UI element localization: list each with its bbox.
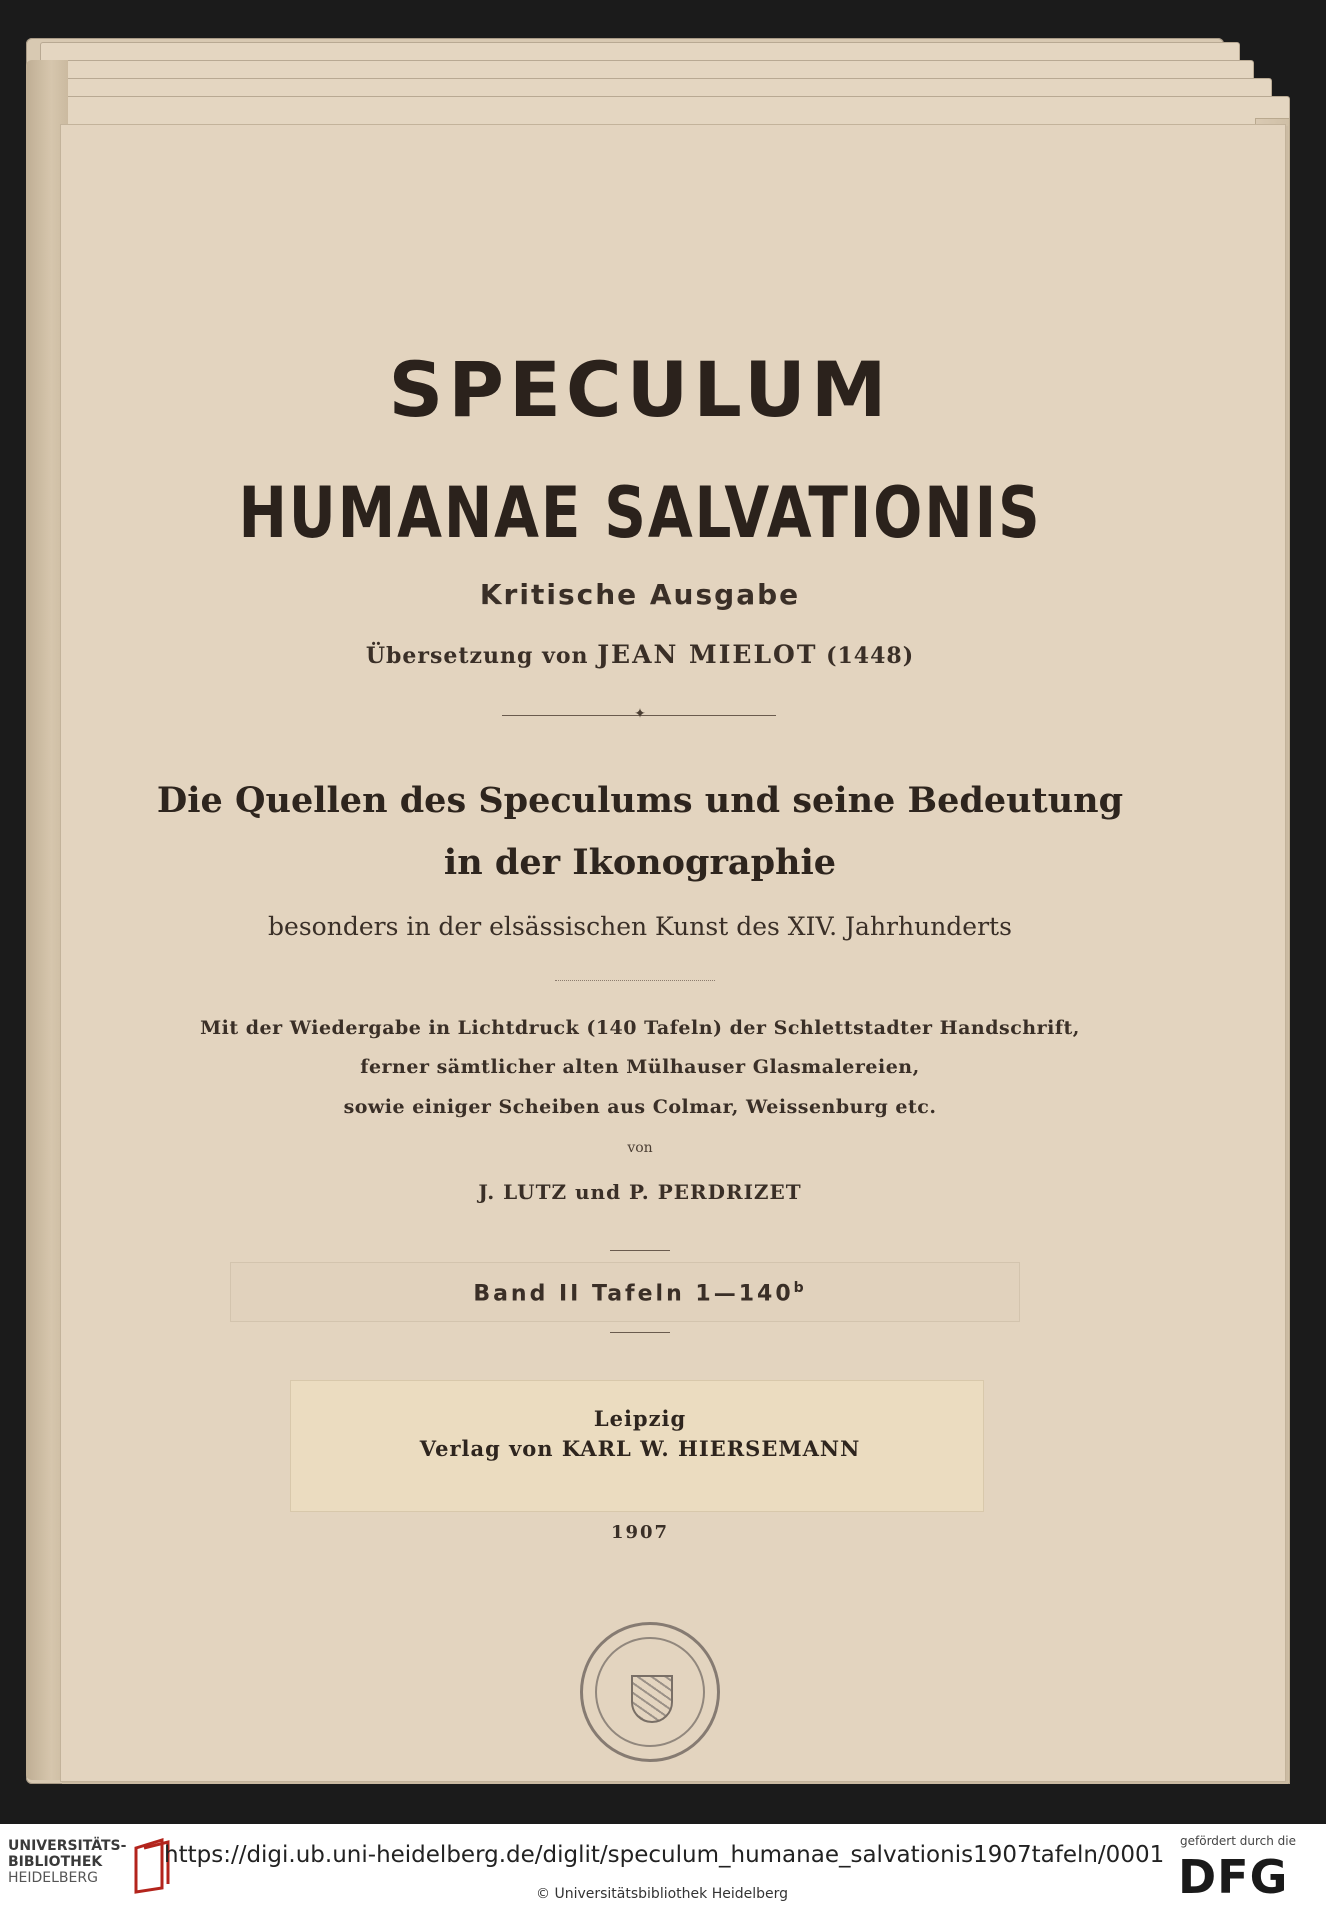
copyright: © Universitätsbibliothek Heidelberg (536, 1886, 789, 1902)
translation-year: (1448) (826, 643, 915, 669)
repro-line-2: ferner sämtlicher alten Mülhauser Glasmalereien, (360, 1056, 920, 1078)
translator-name: JEAN MIELOT (597, 640, 818, 669)
page-edge (54, 96, 1290, 126)
band-line (60, 1280, 1220, 1306)
repro-line-3: sowie einiger Scheiben aus Colmar, Weissenburg etc. (343, 1096, 937, 1118)
footer-bar (0, 1824, 1326, 1916)
subtitle: Kritische Ausgabe (479, 578, 801, 611)
funding-label: gefördert durch die (1180, 1834, 1296, 1848)
shield-icon (631, 1675, 673, 1723)
library-name-line-3: HEIDELBERG (8, 1870, 98, 1886)
publisher: Verlag von KARL W. HIERSEMANN (419, 1436, 861, 1461)
band-text: Band II Tafeln 1—140 (473, 1281, 794, 1307)
publication-city: Leipzig (593, 1406, 687, 1431)
library-name-line-1: UNIVERSITÄTS- (8, 1838, 127, 1854)
sources-line-3: besonders in der elsässischen Kunst des XIV. Jahrhunderts (268, 912, 1012, 941)
dfg-logo: DFG (1178, 1850, 1289, 1904)
library-name (8, 1838, 136, 1886)
library-stamp-icon (580, 1622, 720, 1762)
library-name-line-2: BIBLIOTHEK (8, 1854, 103, 1870)
title-line-2: HUMANAE SALVATIONIS (238, 472, 1042, 554)
translation-line (60, 640, 1220, 669)
dotted-rule (555, 980, 715, 981)
short-rule (610, 1332, 670, 1333)
permalink[interactable]: https://digi.ub.uni-heidelberg.de/diglit/speculum_humanae_salvationis1907tafeln/0001 (164, 1842, 1165, 1868)
authors: J. LUTZ und P. PERDRIZET (478, 1180, 802, 1204)
sources-line-2: in der Ikonographie (443, 842, 837, 883)
title-line-1: SPECULUM (388, 345, 892, 434)
translation-prefix: Übersetzung von (365, 643, 589, 669)
stamp-inner-ring (595, 1637, 705, 1747)
by-word: von (627, 1140, 653, 1156)
publication-year: 1907 (610, 1522, 670, 1543)
short-rule (610, 1250, 670, 1251)
sources-line-1: Die Quellen des Speculums und seine Bedeutung (156, 780, 1124, 821)
repro-line-1: Mit der Wiedergabe in Lichtdruck (140 Tafeln) der Schlettstadter Handschrift, (200, 1017, 1080, 1039)
band-superscript: b (793, 1280, 807, 1296)
ornament-icon: ✦ (634, 706, 646, 722)
